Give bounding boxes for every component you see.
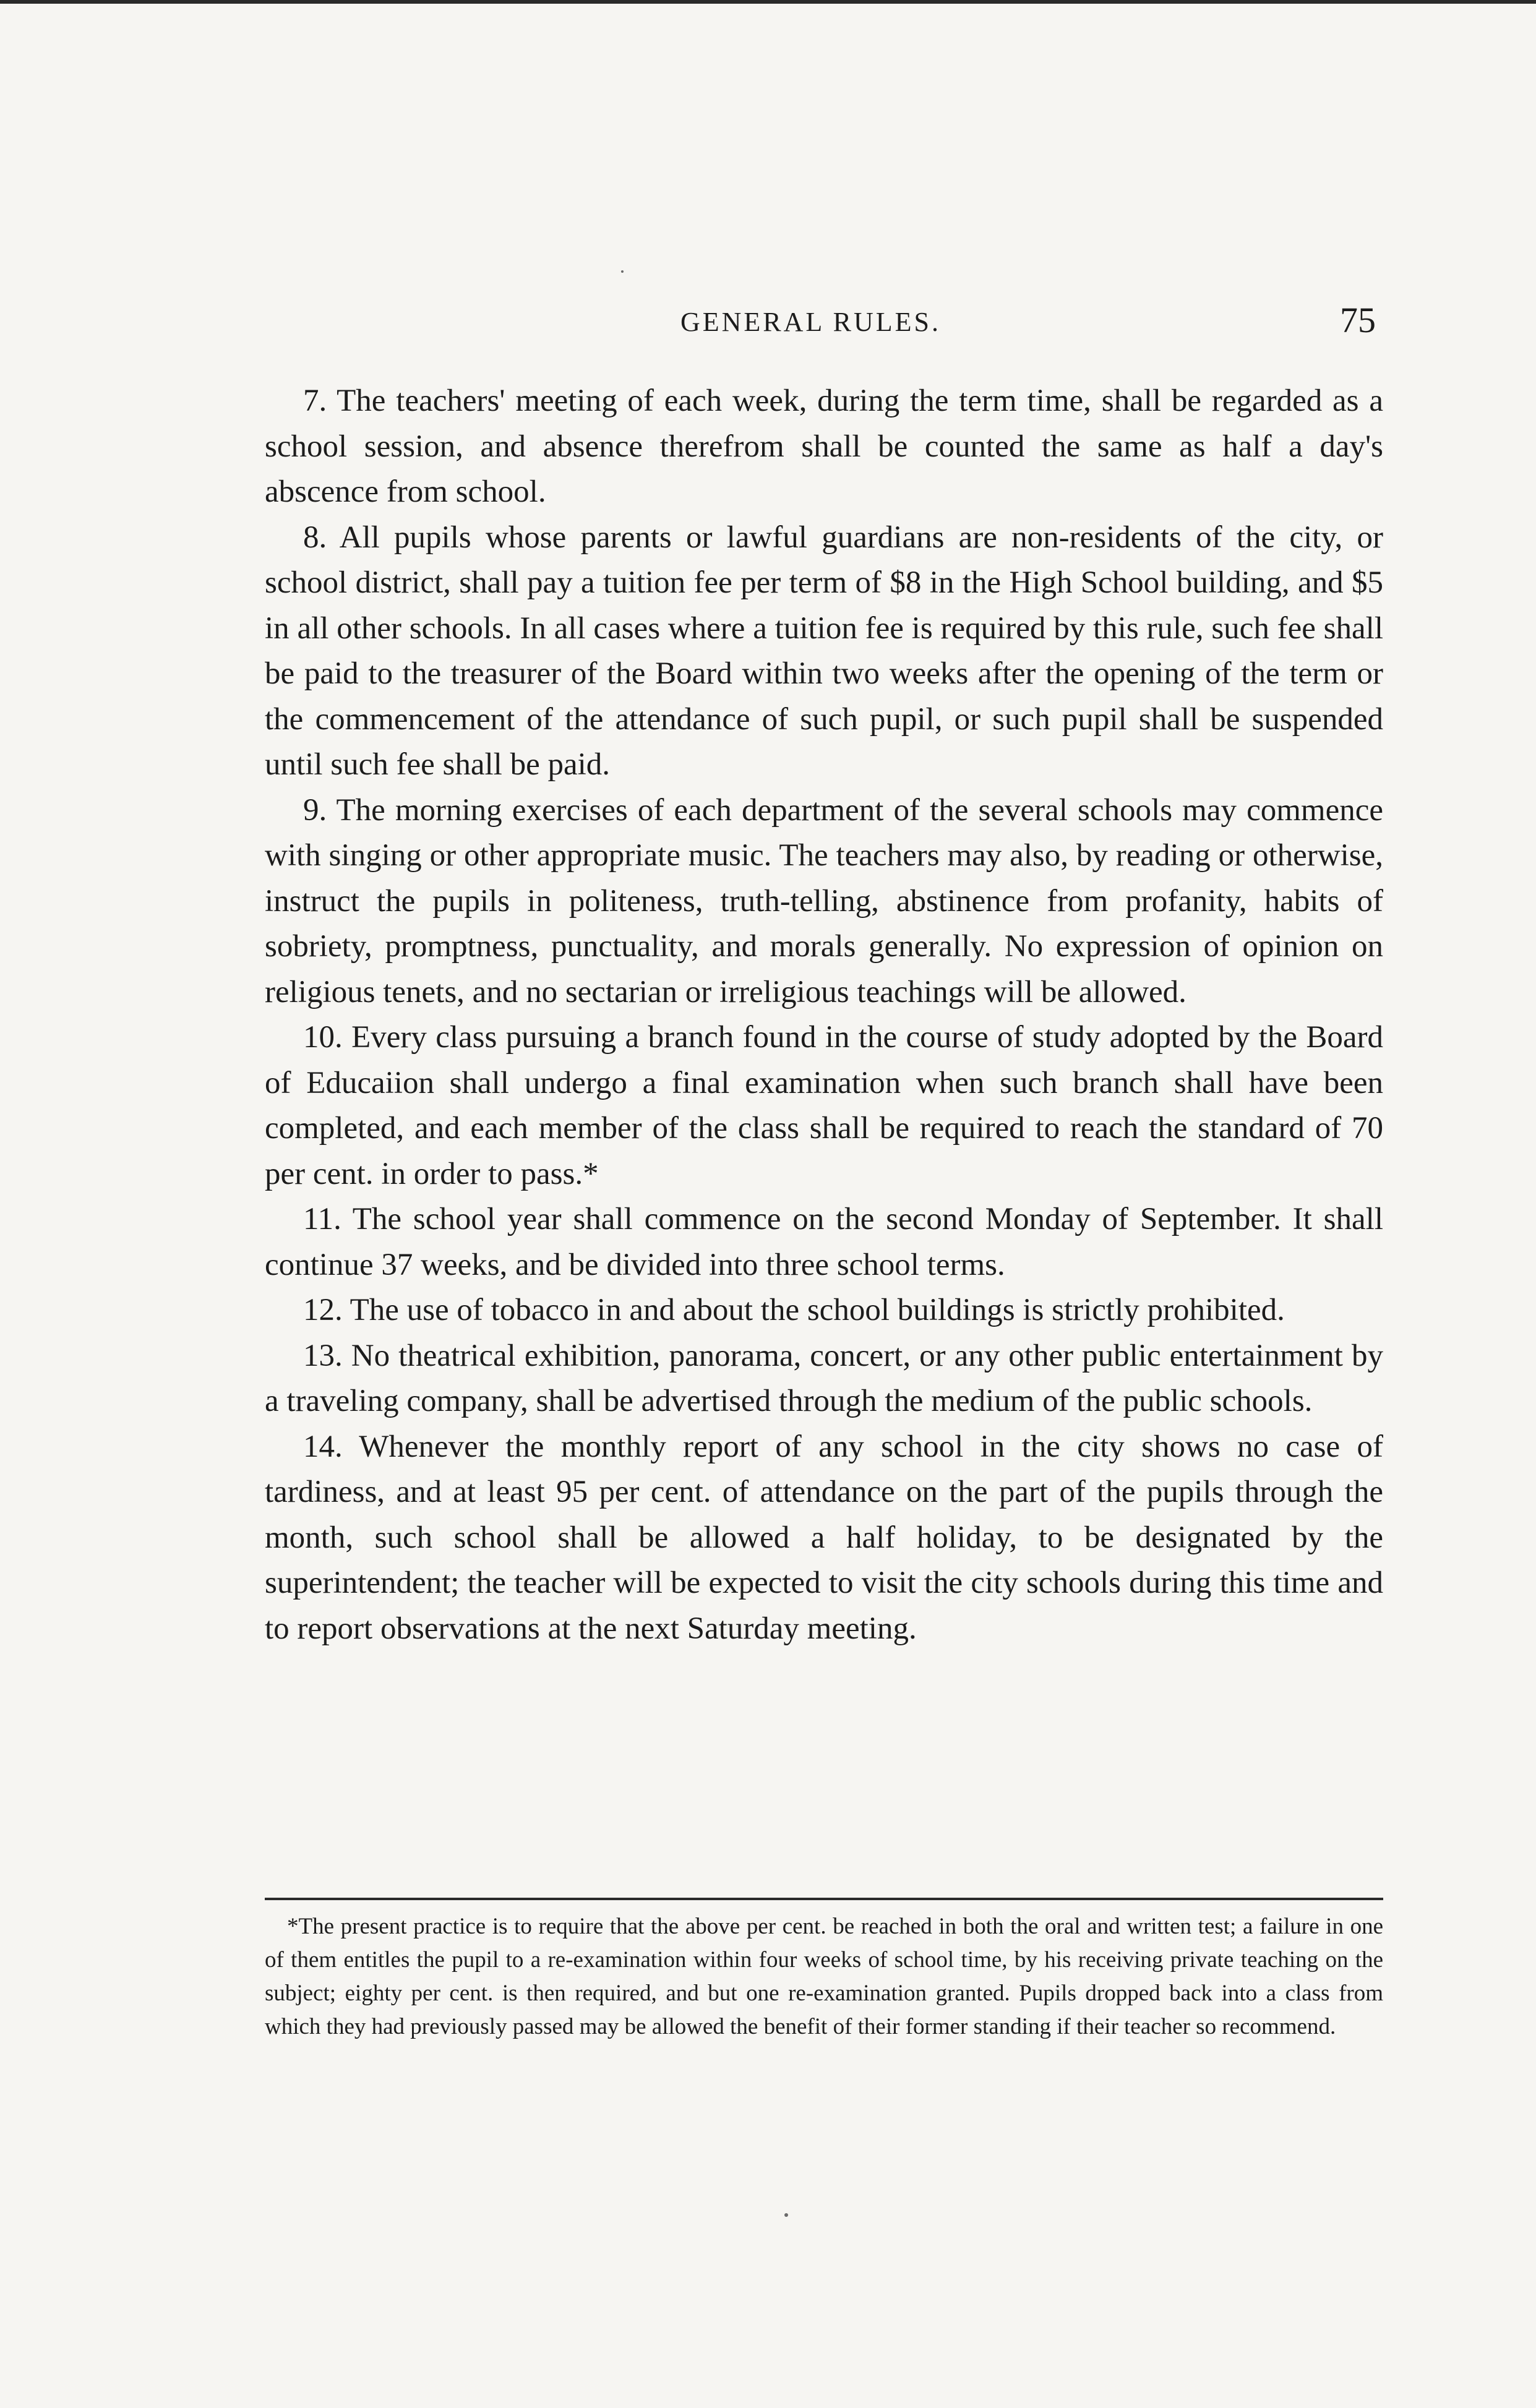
paper-speck bbox=[784, 2213, 788, 2217]
footnote: *The present practice is to require that the above per cent. be reached in both the oral and written test; a failure in one of them entitles the pupil to a re-examination within four weeks of school time, by his receiving private teaching on the subject; eighty per cent. is then required, and but one re-examination granted. Pupils dropped back into a class from which they had previously passed may be allowed the benefit of their former standing if their teacher so recommend. bbox=[265, 1914, 1383, 2039]
rule-paragraph-8: 8. All pupils whose parents or lawful guardians are non-residents of the city, or school district, shall pay a tuition fee per term of $8 in the High School building, and $5 in all other schools. In all cases where a tuition fee is required by this rule, such fee shall be paid to the treasurer of the Board within two weeks after the opening of the term or the commencement of the attendance of such pupil, or such pupil shall be suspended until such fee shall be paid. bbox=[265, 520, 1383, 782]
paper-speck bbox=[621, 270, 624, 273]
rule-paragraph-13: 13. No theatrical exhibition, panorama, concert, or any other public entertainment by a traveling company, shall be advertised through the medium of the public schools. bbox=[265, 1338, 1383, 1418]
rule-paragraph-9: 9. The morning exercises of each department of the several schools may commence with singing or other appropriate music. The teachers may also, by reading or otherwise, instruct the pupils in politeness, truth-telling, abstinence from profanity, habits of sobriety, promptness, punctuality, and morals generally. No expression of opinion on religious tenets, and no sectarian or irreligious teachings will be allowed. bbox=[265, 792, 1383, 1009]
footnote-divider bbox=[265, 1898, 1383, 1900]
body-text bbox=[265, 379, 1383, 1652]
running-head-title: GENERAL RULES. bbox=[680, 307, 942, 337]
page-top-edge bbox=[0, 0, 1536, 4]
running-head bbox=[0, 301, 1536, 344]
rule-paragraph-12: 12. The use of tobacco in and about the school buildings is strictly prohibited. bbox=[303, 1293, 1285, 1327]
page-number: 75 bbox=[1340, 300, 1376, 340]
rule-paragraph-14: 14. Whenever the monthly report of any school in the city shows no case of tardiness, and at least 95 per cent. of attendance on the part of the pupils through the month, such school shall be allowed a half holiday, to be designated by the superintendent; the teacher will be expected to visit the city schools during this time and to report observations at the next Saturday meeting. bbox=[265, 1429, 1383, 1646]
rule-paragraph-7: 7. The teachers' meeting of each week, during the term time, shall be regarded as a school session, and absence therefrom shall be counted the same as half a day's abscence from school. bbox=[265, 383, 1383, 509]
rule-paragraph-11: 11. The school year shall commence on the second Monday of September. It shall continue 37 weeks, and be divided into three school terms. bbox=[265, 1202, 1383, 1282]
rule-paragraph-10: 10. Every class pursuing a branch found in the course of study adopted by the Board of Educaiion shall undergo a final examination when such branch shall have been completed, and each member of the class shall be required to reach the standard of 70 per cent. in order to pass.* bbox=[265, 1020, 1383, 1191]
